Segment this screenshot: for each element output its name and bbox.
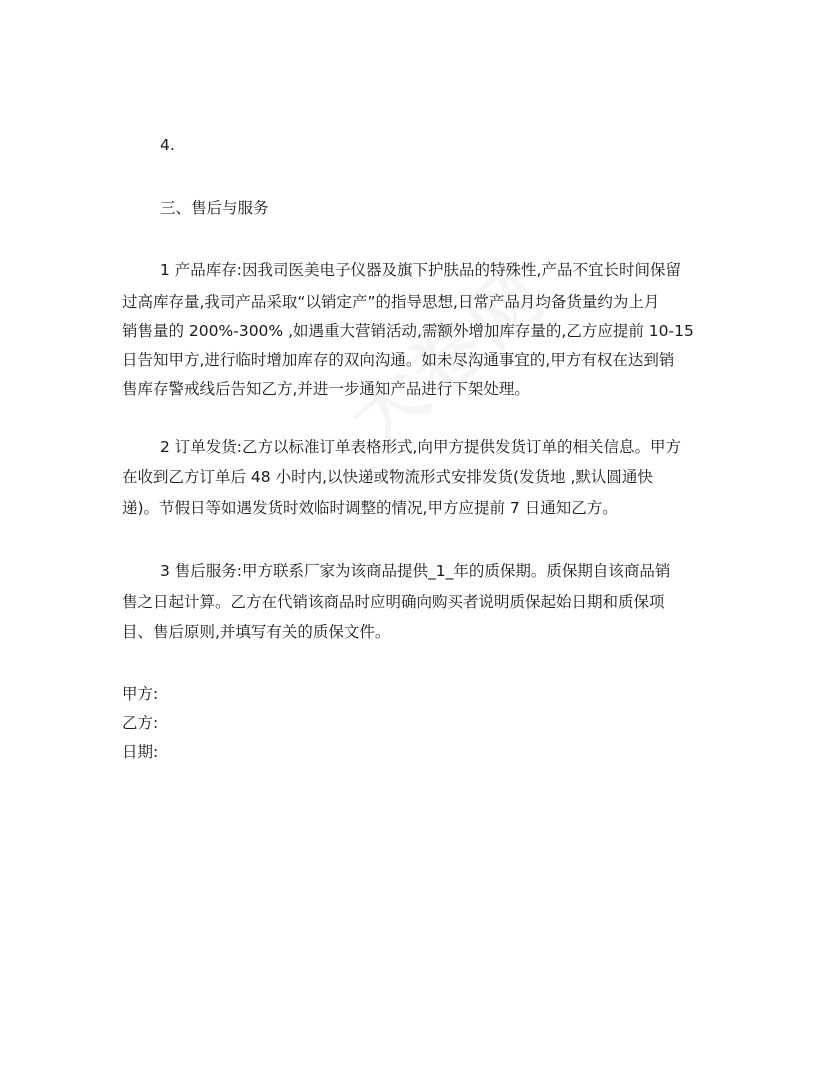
paragraph-line: 售之日起计算。乙方在代销该商品时应明确向购买者说明质保起始日期和质保项 (122, 593, 665, 611)
paragraph-line: 目、售后原则,并填写有关的质保文件。 (122, 623, 391, 641)
party-a-label: 甲方: (122, 685, 159, 703)
paragraph-line: 日告知甲方,进行临时增加库存的双向沟通。如未尽沟通事宜的,甲方有权在达到销 (122, 351, 675, 369)
paragraph-line: 1 产品库存:因我司医美电子仪器及旗下护肤品的特殊性,产品不宜长时间保留 (160, 261, 681, 279)
item-number: 4. (160, 136, 175, 154)
date-label: 日期: (122, 743, 159, 761)
paragraph-line: 销售量的 200%-300% ,如遇重大营销活动,需额外增加库存量的,乙方应提前 10-15 (122, 322, 694, 340)
paragraph-line: 3 售后服务:甲方联系厂家为该商品提供_1_年的质保期。质保期自该商品销 (160, 562, 671, 580)
paragraph-line: 售库存警戒线后告知乙方,并进一步通知产品进行下架处理。 (122, 380, 530, 398)
paragraph-line: 递)。节假日等如遇发货时效临时调整的情况,甲方应提前 7 日通知乙方。 (122, 499, 618, 517)
paragraph-line: 在收到乙方订单后 48 小时内,以快递或物流形式安排发货(发货地 ,默认圆通快 (122, 468, 653, 486)
paragraph-line: 2 订单发货:乙方以标准订单表格形式,向甲方提供发货订单的相关信息。甲方 (160, 438, 681, 456)
section-heading: 三、售后与服务 (160, 199, 269, 217)
party-b-label: 乙方: (122, 714, 159, 732)
paragraph-line: 过高库存量,我司产品采取“以销定产”的指导思想,日常产品月均备货量约为上月 (122, 293, 660, 311)
